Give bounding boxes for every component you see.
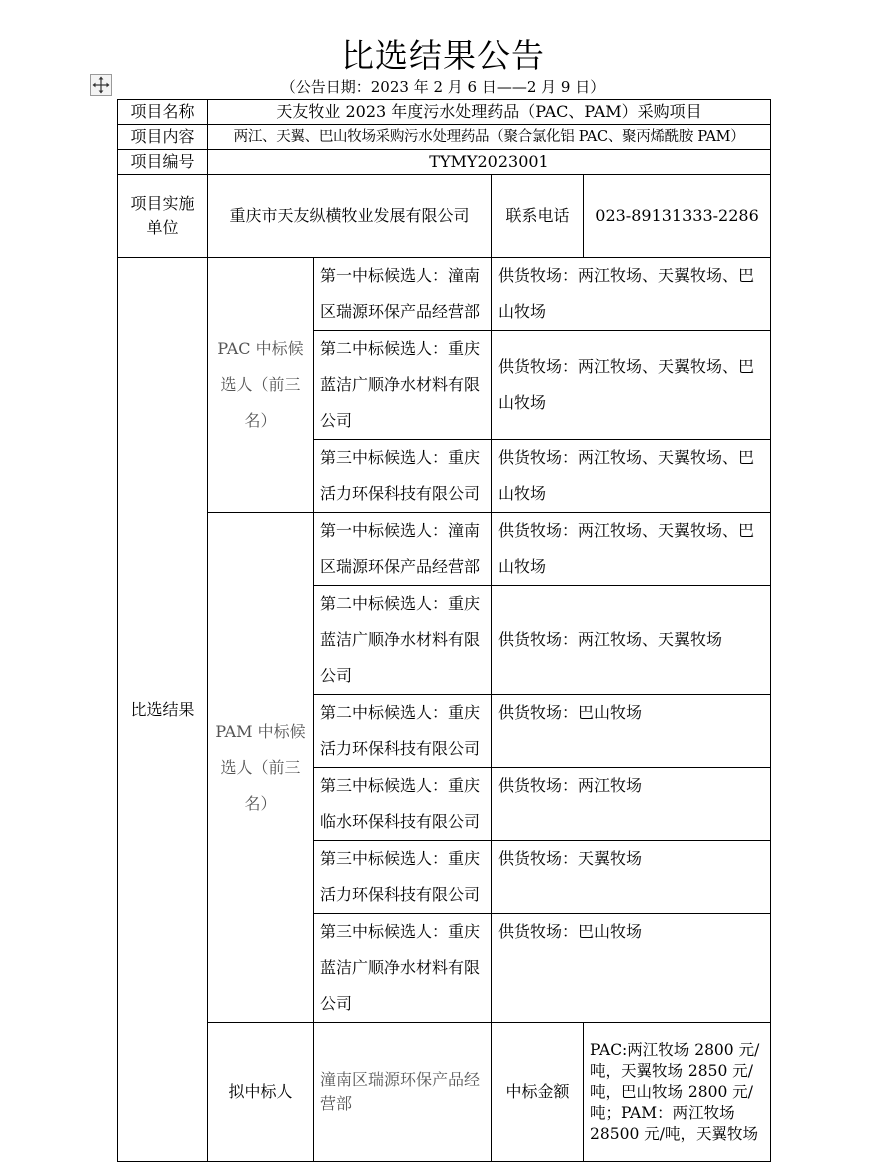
- pac-group-label: PAC 中标候选人（前三名）: [208, 258, 314, 513]
- pam-supply-2: 供货牧场：两江牧场、天翼牧场: [492, 586, 771, 695]
- contact-phone-value: 023-89131333-2286: [584, 175, 771, 258]
- project-name-value: 天友牧业 2023 年度污水处理药品（PAC、PAM）采购项目: [208, 100, 771, 125]
- pac-candidate-1: 第一中标候选人：潼南区瑞源环保产品经营部: [314, 258, 492, 331]
- pam-candidate-5: 第三中标候选人：重庆活力环保科技有限公司: [314, 841, 492, 914]
- pac-supply-3: 供货牧场：两江牧场、天翼牧场、巴山牧场: [492, 440, 771, 513]
- pac-candidate-2: 第二中标候选人：重庆蓝洁广顺净水材料有限公司: [314, 331, 492, 440]
- pam-supply-3: 供货牧场：巴山牧场: [492, 695, 771, 768]
- pam-supply-6: 供货牧场：巴山牧场: [492, 914, 771, 1023]
- project-content-value: 两江、天翼、巴山牧场采购污水处理药品（聚合氯化铝 PAC、聚丙烯酰胺 PAM）: [208, 125, 771, 150]
- project-unit-label: 项目实施单位: [118, 175, 208, 258]
- pam-candidate-6: 第三中标候选人：重庆蓝洁广顺净水材料有限公司: [314, 914, 492, 1023]
- pac-supply-2: 供货牧场：两江牧场、天翼牧场、巴山牧场: [492, 331, 771, 440]
- pam-group-label: PAM 中标候选人（前三名）: [208, 513, 314, 1023]
- project-name-label: 项目名称: [118, 100, 208, 125]
- winner-name: 潼南区瑞源环保产品经营部: [314, 1023, 492, 1162]
- pac-supply-1: 供货牧场：两江牧场、天翼牧场、巴山牧场: [492, 258, 771, 331]
- pam-supply-5: 供货牧场：天翼牧场: [492, 841, 771, 914]
- pam-supply-1: 供货牧场：两江牧场、天翼牧场、巴山牧场: [492, 513, 771, 586]
- pam-candidate-3: 第二中标候选人：重庆活力环保科技有限公司: [314, 695, 492, 768]
- winner-label: 拟中标人: [208, 1023, 314, 1162]
- project-content-label: 项目内容: [118, 125, 208, 150]
- contact-phone-label: 联系电话: [492, 175, 584, 258]
- pam-candidate-4: 第三中标候选人：重庆临水环保科技有限公司: [314, 768, 492, 841]
- project-number-value: TYMY2023001: [208, 150, 771, 175]
- pac-candidate-3: 第三中标候选人：重庆活力环保科技有限公司: [314, 440, 492, 513]
- winning-amount-value: PAC:两江牧场 2800 元/吨，天翼牧场 2850 元/吨，巴山牧场 2800 元/吨；PAM：两江牧场 28500 元/吨，天翼牧场: [584, 1023, 771, 1162]
- project-unit-value: 重庆市天友纵横牧业发展有限公司: [208, 175, 492, 258]
- page-title: 比选结果公告: [341, 36, 545, 75]
- winning-amount-label: 中标金额: [492, 1023, 584, 1162]
- pam-supply-4: 供货牧场：两江牧场: [492, 768, 771, 841]
- pam-candidate-2: 第二中标候选人：重庆蓝洁广顺净水材料有限公司: [314, 586, 492, 695]
- project-number-label: 项目编号: [118, 150, 208, 175]
- announcement-date: （公告日期：2023 年 2 月 6 日——2 月 9 日）: [280, 78, 606, 96]
- pam-candidate-1: 第一中标候选人：潼南区瑞源环保产品经营部: [314, 513, 492, 586]
- move-icon[interactable]: [90, 74, 112, 96]
- results-section-label: 比选结果: [118, 258, 208, 1162]
- result-table: [117, 99, 771, 1162]
